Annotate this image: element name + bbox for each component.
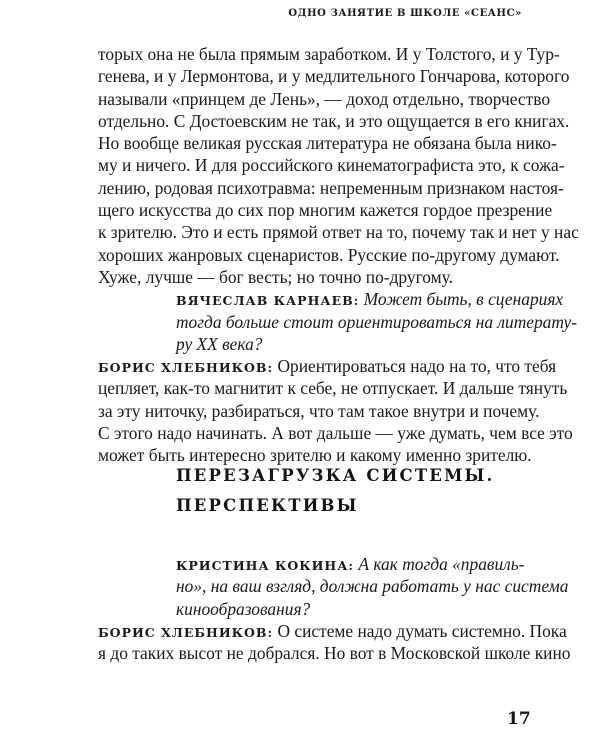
answer-text: за эту ниточку, разбираться, что там такое внутри и почему. [98,400,540,421]
text-line [98,620,567,642]
section-1 [98,43,579,467]
text-line: генева, и у Лермонтова, и у медлительного Гончарова, которого [98,66,570,87]
interviewer-question [176,553,569,620]
question-text: тогда больше стоит ориентироваться на литерату- [176,311,578,332]
interviewee-answer [98,355,573,466]
question-text: ру XX века? [176,333,263,354]
speaker-name: БОРИС ХЛЕБНИКОВ: [98,624,274,640]
text-line: к зрителю. Это и есть прямой ответ на то, почему так и нет у нас [98,222,579,243]
question-text: кинообразования? [176,598,311,619]
answer-text: я до таких высот не добрался. Но вот в Московской школе кино [98,643,571,664]
answer-text: цепляет, как-то магнитит к себе, не отпускает. И дальше тянуть [98,378,568,399]
text-line [176,288,564,310]
text-line: отдельно. С Достоевским не так, и это ощущается в его книгах. [98,110,570,131]
text-line: щего искусства до сих пор многим кажется гордое презрение [98,200,553,221]
text-line: лению, родовая психотравма: непременным признаком настоя- [98,177,564,198]
text-line [176,553,528,575]
speaker-name: БОРИС ХЛЕБНИКОВ: [98,360,274,376]
running-head: ОДНО ЗАНЯТИЕ В ШКОЛЕ «СЕАНС» [288,8,522,19]
text-line: называли «принцем де Лень», — доход отдельно, творчество [98,88,551,109]
interviewee-answer [98,620,571,665]
page-number: 17 [507,709,531,729]
section-heading-line-1: ПЕРЕЗАГРУЗКА СИСТЕМЫ. [176,466,495,485]
body-paragraph [98,43,579,288]
text-line: му и ничего. И для российского кинематографиста это, к сожа- [98,155,565,176]
question-text: но», на ваш взгляд, должна работать у нас система [176,576,569,597]
question-text: А как тогда «правиль- [354,554,525,574]
text-line: хороших жанровых сценаристов. Русские по-другому думают. [98,244,560,265]
answer-text: С этого надо начинать. А вот дальше — уже думать, чем все это [98,423,573,444]
text-line [98,355,557,377]
text-line: торых она не была прямым заработком. И у Толстого, и у Тур- [98,44,560,64]
speaker-name: ВЯЧЕСЛАВ КАРНАЕВ: [176,293,360,309]
answer-text: Ориентироваться надо на то, что тебя [273,356,557,377]
text-line: Хуже, лучше — бог весть; но точно по-другому. [98,266,453,287]
speaker-name: КРИСТИНА КОКИНА: [176,558,355,573]
section-2 [98,553,571,664]
question-text: Может быть, в сценариях [359,289,564,310]
section-heading-line-2: ПЕРСПЕКТИВЫ [176,496,359,515]
answer-text: О системе надо думать системно. Пока [273,620,567,641]
answer-text: может быть интересно зрителю и какому именно зрителю. [98,445,532,466]
text-line: Но вообще великая русская литература не обязана была нико- [98,133,557,154]
interviewer-question [176,288,578,355]
